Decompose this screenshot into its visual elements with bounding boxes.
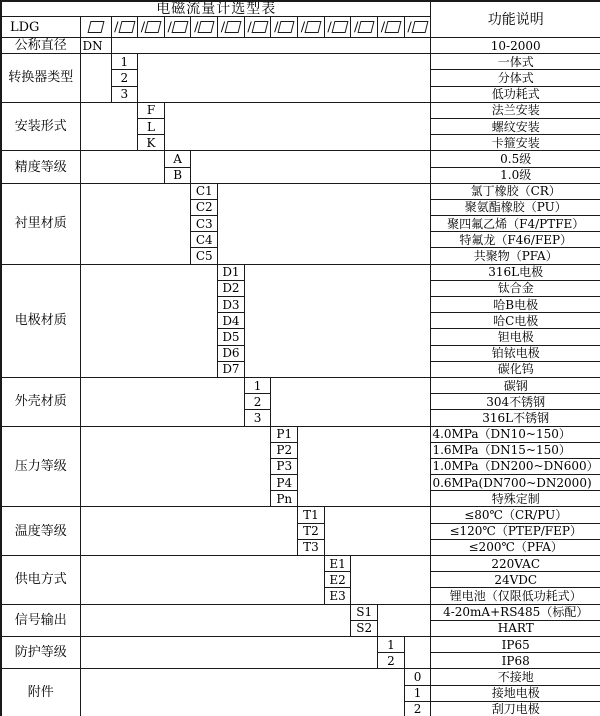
option-desc-electrode-material-D1: 316L电极 [431, 264, 600, 280]
spacer-cell-left-electrode-material [80, 264, 218, 377]
model-code-box-1 [111, 17, 138, 38]
option-code-pressure-class-Pn: Pn [271, 491, 298, 507]
function-desc-header: 功能说明 [431, 1, 600, 38]
option-desc-temperature-class-T2: ≤120℃（PTEP/FEP） [431, 523, 600, 539]
slash-separator: / [327, 19, 332, 35]
option-code-protection-class-2: 2 [378, 653, 405, 669]
category-label-housing-material: 外壳材质 [1, 377, 80, 426]
option-desc-power-supply-E3: 锂电池（仅限低功耗式） [431, 588, 600, 604]
option-box-icon [87, 21, 104, 33]
option-code-lining-material-C5: C5 [191, 248, 218, 264]
option-box-icon [145, 21, 162, 33]
model-code-box-10 [351, 17, 378, 38]
slash-separator: / [380, 19, 386, 35]
option-code-electrode-material-D2: D2 [218, 280, 245, 296]
option-code-power-supply-E3: E3 [324, 588, 351, 604]
model-prefix: LDG [1, 17, 80, 38]
option-box-icon [385, 21, 402, 33]
spacer-cell-right-signal-output [378, 604, 431, 636]
category-label-diameter: 公称直径 [1, 38, 80, 54]
option-code-installation-type-F: F [138, 102, 165, 118]
category-label-electrode-material: 电极材质 [1, 264, 80, 377]
category-label-temperature-class: 温度等级 [1, 507, 80, 556]
option-code-installation-type-L: L [138, 118, 165, 134]
option-desc-pressure-class-P3: 1.0MPa（DN200~DN600） [431, 458, 600, 474]
model-code-box-3 [164, 17, 191, 38]
spacer-cell-left-lining-material [80, 183, 191, 264]
option-code-electrode-material-D5: D5 [218, 329, 245, 345]
model-code-box-9 [324, 17, 351, 38]
spacer-cell-left-power-supply [80, 556, 324, 605]
option-code-accuracy-class-A: A [164, 151, 191, 167]
diameter-code: DN [80, 38, 111, 54]
row-accuracy-class-A [1, 151, 600, 167]
option-desc-protection-class-2: IP68 [431, 653, 600, 669]
option-code-power-supply-E2: E2 [324, 572, 351, 588]
option-desc-temperature-class-T3: ≤200℃（PFA） [431, 539, 600, 555]
row-installation-type-F [1, 102, 600, 118]
option-box-icon [305, 21, 322, 33]
option-box-icon [358, 21, 375, 33]
slash-separator: / [354, 19, 359, 35]
spacer-cell-right-housing-material [271, 377, 431, 426]
row-electrode-material-D1 [1, 264, 600, 280]
option-code-lining-material-C2: C2 [191, 199, 218, 215]
option-desc-power-supply-E2: 24VDC [431, 572, 600, 588]
option-desc-installation-type-K: 卡箍安装 [431, 135, 600, 151]
row-converter-type-1 [1, 54, 600, 70]
option-code-signal-output-S2: S2 [351, 620, 378, 636]
row-housing-material-1 [1, 377, 600, 393]
spacer-cell-right-converter-type [138, 54, 431, 103]
row-temperature-class-T1 [1, 507, 600, 523]
option-desc-electrode-material-D5: 钽电极 [431, 329, 600, 345]
category-label-lining-material: 衬里材质 [1, 183, 80, 264]
slash-separator: / [247, 19, 252, 35]
option-desc-pressure-class-P4: 0.6MPa(DN700~DN2000) [431, 475, 600, 491]
option-code-temperature-class-T1: T1 [298, 507, 325, 523]
option-code-signal-output-S1: S1 [351, 604, 378, 620]
spacer-cell-left-temperature-class [80, 507, 298, 556]
option-code-pressure-class-P3: P3 [271, 458, 298, 474]
option-code-protection-class-1: 1 [378, 636, 405, 652]
option-code-electrode-material-D4: D4 [218, 313, 245, 329]
model-code-box-6 [244, 17, 271, 38]
option-box-icon [251, 21, 268, 33]
model-code-box-2 [138, 17, 165, 38]
category-label-protection-class: 防护等级 [1, 636, 80, 668]
category-label-power-supply: 供电方式 [1, 556, 80, 605]
spacer-cell-right-installation-type [164, 102, 431, 151]
spacer-cell-left-protection-class [80, 636, 378, 668]
option-desc-pressure-class-Pn: 特殊定制 [431, 491, 600, 507]
option-code-accessories-0: 0 [404, 669, 431, 685]
category-label-installation-type: 安装形式 [1, 102, 80, 151]
category-label-pressure-class: 压力等级 [1, 426, 80, 507]
spacer-cell-right-accuracy-class [191, 151, 431, 183]
option-code-electrode-material-D7: D7 [218, 361, 245, 377]
diameter-desc: 10-2000 [431, 38, 600, 54]
spacer-cell-left-pressure-class [80, 426, 271, 507]
option-desc-installation-type-F: 法兰安装 [431, 102, 600, 118]
option-code-lining-material-C4: C4 [191, 232, 218, 248]
spacer-cell-left-accessories [80, 669, 404, 716]
option-code-accessories-2: 2 [404, 701, 431, 716]
option-code-lining-material-C3: C3 [191, 216, 218, 232]
spacer-cell-left-converter-type [80, 54, 111, 103]
slash-separator: / [220, 19, 226, 35]
option-box-icon [411, 21, 428, 33]
option-code-converter-type-3: 3 [111, 86, 138, 102]
option-code-pressure-class-P1: P1 [271, 426, 298, 442]
option-code-accessories-1: 1 [404, 685, 431, 701]
option-desc-lining-material-C1: 氯丁橡胶（CR） [431, 183, 600, 199]
spacer-cell-left-installation-type [80, 102, 138, 151]
option-desc-accuracy-class-B: 1.0级 [431, 167, 600, 183]
option-code-electrode-material-D1: D1 [218, 264, 245, 280]
option-desc-housing-material-3: 316L不锈钢 [431, 410, 600, 426]
option-desc-lining-material-C3: 聚四氟乙烯（F4/PTFE） [431, 216, 600, 232]
option-code-housing-material-3: 3 [244, 410, 271, 426]
option-desc-electrode-material-D3: 哈B电极 [431, 297, 600, 313]
option-desc-accessories-2: 刮刀电极 [431, 701, 600, 716]
option-code-temperature-class-T2: T2 [298, 523, 325, 539]
spacer-cell-right-electrode-material [244, 264, 431, 377]
option-desc-signal-output-S2: HART [431, 620, 600, 636]
model-code-box-4 [191, 17, 218, 38]
row-pressure-class-P1 [1, 426, 600, 442]
row-signal-output-S1 [1, 604, 600, 620]
option-code-pressure-class-P4: P4 [271, 475, 298, 491]
option-code-housing-material-2: 2 [244, 394, 271, 410]
option-desc-temperature-class-T1: ≤80℃（CR/PU） [431, 507, 600, 523]
option-desc-pressure-class-P1: 4.0MPa（DN10~150） [431, 426, 600, 442]
spacer-cell-left-housing-material [80, 377, 244, 426]
option-desc-lining-material-C4: 特氟龙（F46/FEP） [431, 232, 600, 248]
option-box-icon [225, 21, 242, 33]
spacer-cell-right-protection-class [404, 636, 431, 668]
option-desc-electrode-material-D6: 铂铱电极 [431, 345, 600, 361]
option-code-accuracy-class-B: B [164, 167, 191, 183]
option-code-temperature-class-T3: T3 [298, 539, 325, 555]
table-title: 电磁流量计选型表 [1, 1, 431, 17]
option-code-converter-type-1: 1 [111, 54, 138, 70]
option-desc-housing-material-1: 碳钢 [431, 377, 600, 393]
category-label-accuracy-class: 精度等级 [1, 151, 80, 183]
option-code-electrode-material-D6: D6 [218, 345, 245, 361]
option-desc-installation-type-L: 螺纹安装 [431, 118, 600, 134]
spacer-cell-right-pressure-class [298, 426, 431, 507]
option-desc-lining-material-C5: 共聚物（PFA） [431, 248, 600, 264]
row-accessories-0 [1, 669, 600, 685]
option-code-housing-material-1: 1 [244, 377, 271, 393]
option-desc-accuracy-class-A: 0.5级 [431, 151, 600, 167]
option-box-icon [171, 21, 188, 33]
spacer-cell-left-signal-output [80, 604, 351, 636]
category-label-accessories: 附件 [1, 669, 80, 716]
model-code-box-8 [298, 17, 325, 38]
slash-separator: / [300, 19, 306, 35]
row-diameter [1, 38, 600, 54]
option-code-power-supply-E1: E1 [324, 556, 351, 572]
row-protection-class-1 [1, 636, 600, 652]
option-desc-converter-type-2: 分体式 [431, 70, 600, 86]
spacer-cell-left-accuracy-class [80, 151, 164, 183]
option-code-electrode-material-D3: D3 [218, 297, 245, 313]
spacer-cell-right-lining-material [218, 183, 431, 264]
option-code-installation-type-K: K [138, 135, 165, 151]
slash-separator: / [407, 19, 412, 35]
option-code-pressure-class-P2: P2 [271, 442, 298, 458]
model-code-box-12 [404, 17, 431, 38]
slash-separator: / [140, 19, 146, 35]
slash-separator: / [167, 19, 172, 35]
option-desc-converter-type-1: 一体式 [431, 54, 600, 70]
model-code-box-dn [80, 17, 111, 38]
option-desc-electrode-material-D2: 钛合金 [431, 280, 600, 296]
option-desc-housing-material-2: 304不锈钢 [431, 394, 600, 410]
option-desc-accessories-0: 不接地 [431, 669, 600, 685]
spacer-cell-right-temperature-class [324, 507, 431, 556]
slash-separator: / [194, 19, 199, 35]
option-desc-protection-class-1: IP65 [431, 636, 600, 652]
option-box-icon [278, 21, 295, 33]
slash-separator: / [274, 19, 279, 35]
option-desc-lining-material-C2: 聚氨酯橡胶（PU） [431, 199, 600, 215]
option-box-icon [331, 21, 348, 33]
option-desc-signal-output-S1: 4-20mA+RS485（标配） [431, 604, 600, 620]
option-box-icon [118, 21, 135, 33]
slash-separator: / [114, 19, 119, 35]
option-desc-electrode-material-D7: 碳化钨 [431, 361, 600, 377]
option-desc-accessories-1: 接地电极 [431, 685, 600, 701]
spacer-cell-right-power-supply [351, 556, 431, 605]
option-desc-converter-type-3: 低功耗式 [431, 86, 600, 102]
model-code-box-11 [378, 17, 405, 38]
spacer-cell [111, 38, 431, 54]
option-box-icon [198, 21, 215, 33]
model-code-box-5 [218, 17, 245, 38]
option-desc-electrode-material-D4: 哈C电极 [431, 313, 600, 329]
option-code-converter-type-2: 2 [111, 70, 138, 86]
category-label-converter-type: 转换器类型 [1, 54, 80, 103]
option-desc-pressure-class-P2: 1.6MPa（DN15~150） [431, 442, 600, 458]
category-label-signal-output: 信号输出 [1, 604, 80, 636]
row-lining-material-C1 [1, 183, 600, 199]
title-row [1, 1, 600, 17]
option-desc-power-supply-E1: 220VAC [431, 556, 600, 572]
row-power-supply-E1 [1, 556, 600, 572]
model-code-box-7 [271, 17, 298, 38]
option-code-lining-material-C1: C1 [191, 183, 218, 199]
